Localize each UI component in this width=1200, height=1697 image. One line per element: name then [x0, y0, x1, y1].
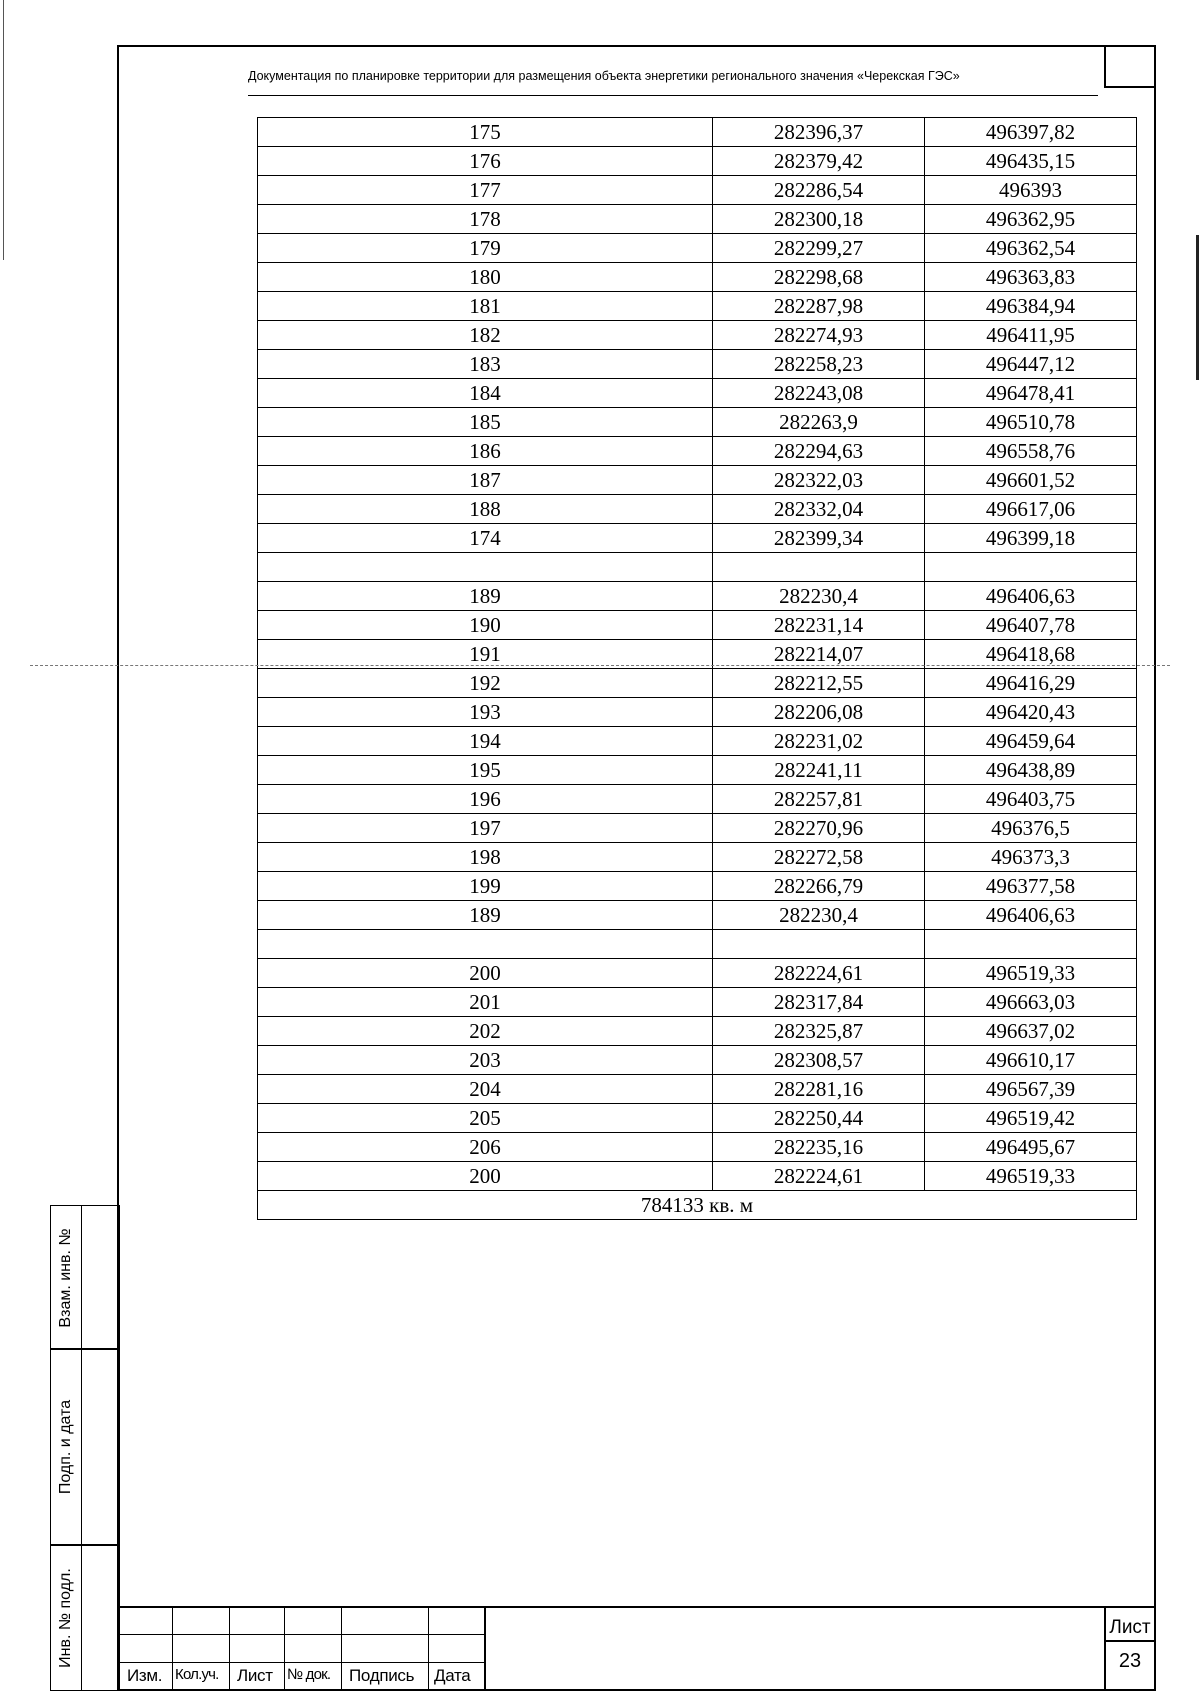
table-total-row — [258, 1191, 1137, 1220]
point-number-cell: 205 — [258, 1104, 713, 1133]
table-row — [258, 930, 1137, 959]
point-number-cell: 204 — [258, 1075, 713, 1104]
point-number-cell: 196 — [258, 785, 713, 814]
point-number-cell: 200 — [258, 1162, 713, 1191]
y-coordinate-cell: 496459,64 — [925, 727, 1137, 756]
point-number-cell: 177 — [258, 176, 713, 205]
y-coordinate-cell: 496406,63 — [925, 582, 1137, 611]
table-row — [258, 988, 1137, 1017]
x-coordinate-cell: 282206,08 — [713, 698, 925, 727]
point-number-cell: 176 — [258, 147, 713, 176]
point-number-cell: 189 — [258, 901, 713, 930]
y-coordinate-cell: 496403,75 — [925, 785, 1137, 814]
table-row — [258, 176, 1137, 205]
x-coordinate-cell: 282294,63 — [713, 437, 925, 466]
total-area: 784133 кв. м — [258, 1191, 1137, 1220]
y-coordinate-cell: 496362,54 — [925, 234, 1137, 263]
x-coordinate-cell — [713, 930, 925, 959]
y-coordinate-cell: 496519,33 — [925, 1162, 1137, 1191]
table-row — [258, 1162, 1137, 1191]
y-coordinate-cell: 496420,43 — [925, 698, 1137, 727]
y-coordinate-cell: 496495,67 — [925, 1133, 1137, 1162]
document-header: Документация по планировке территории для размещения объекта энергетики регионального значения «Черекская ГЭС» — [248, 69, 960, 83]
coordinate-table — [257, 117, 1137, 1220]
point-number-cell: 202 — [258, 1017, 713, 1046]
y-coordinate-cell: 496519,42 — [925, 1104, 1137, 1133]
y-coordinate-cell: 496601,52 — [925, 466, 1137, 495]
side-label-original-inv: Инв. № подл. — [57, 1567, 74, 1668]
x-coordinate-cell: 282325,87 — [713, 1017, 925, 1046]
y-coordinate-cell: 496617,06 — [925, 495, 1137, 524]
table-row — [258, 524, 1137, 553]
x-coordinate-cell: 282230,4 — [713, 582, 925, 611]
y-coordinate-cell: 496393 — [925, 176, 1137, 205]
x-coordinate-cell: 282250,44 — [713, 1104, 925, 1133]
point-number-cell: 182 — [258, 321, 713, 350]
scan-edge-right-marks — [1196, 235, 1199, 380]
table-row — [258, 785, 1137, 814]
table-row — [258, 814, 1137, 843]
y-coordinate-cell: 496435,15 — [925, 147, 1137, 176]
y-coordinate-cell: 496663,03 — [925, 988, 1137, 1017]
table-row — [258, 118, 1137, 147]
y-coordinate-cell: 496478,41 — [925, 379, 1137, 408]
y-coordinate-cell: 496510,78 — [925, 408, 1137, 437]
point-number-cell: 190 — [258, 611, 713, 640]
y-coordinate-cell: 496362,95 — [925, 205, 1137, 234]
scan-edge-left — [3, 0, 4, 260]
table-row — [258, 611, 1137, 640]
table-row — [258, 263, 1137, 292]
point-number-cell: 206 — [258, 1133, 713, 1162]
point-number-cell: 201 — [258, 988, 713, 1017]
point-number-cell: 194 — [258, 727, 713, 756]
x-coordinate-cell — [713, 553, 925, 582]
table-row — [258, 901, 1137, 930]
col-label-doc-no: № док. — [287, 1666, 331, 1683]
table-row — [258, 872, 1137, 901]
x-coordinate-cell: 282281,16 — [713, 1075, 925, 1104]
point-number-cell: 198 — [258, 843, 713, 872]
y-coordinate-cell: 496377,58 — [925, 872, 1137, 901]
point-number-cell — [258, 553, 713, 582]
point-number-cell: 199 — [258, 872, 713, 901]
sheet-label: Лист — [1109, 1617, 1151, 1638]
x-coordinate-cell: 282286,54 — [713, 176, 925, 205]
y-coordinate-cell: 496416,29 — [925, 669, 1137, 698]
x-coordinate-cell: 282257,81 — [713, 785, 925, 814]
point-number-cell: 188 — [258, 495, 713, 524]
col-label-signature: Подпись — [349, 1666, 415, 1685]
x-coordinate-cell: 282299,27 — [713, 234, 925, 263]
point-number-cell: 203 — [258, 1046, 713, 1075]
y-coordinate-cell: 496558,76 — [925, 437, 1137, 466]
table-row — [258, 1017, 1137, 1046]
x-coordinate-cell: 282224,61 — [713, 1162, 925, 1191]
x-coordinate-cell: 282322,03 — [713, 466, 925, 495]
point-number-cell: 189 — [258, 582, 713, 611]
table-row — [258, 205, 1137, 234]
y-coordinate-cell: 496438,89 — [925, 756, 1137, 785]
table-row — [258, 553, 1137, 582]
col-label-date: Дата — [434, 1666, 471, 1685]
table-row — [258, 1133, 1137, 1162]
table-row — [258, 1104, 1137, 1133]
table-row — [258, 698, 1137, 727]
point-number-cell — [258, 930, 713, 959]
table-row — [258, 582, 1137, 611]
y-coordinate-cell: 496610,17 — [925, 1046, 1137, 1075]
x-coordinate-cell: 282266,79 — [713, 872, 925, 901]
point-number-cell: 174 — [258, 524, 713, 553]
x-coordinate-cell: 282231,14 — [713, 611, 925, 640]
y-coordinate-cell: 496373,3 — [925, 843, 1137, 872]
x-coordinate-cell: 282379,42 — [713, 147, 925, 176]
table-row — [258, 321, 1137, 350]
point-number-cell: 192 — [258, 669, 713, 698]
x-coordinate-cell: 282270,96 — [713, 814, 925, 843]
side-label-sign-date: Подп. и дата — [57, 1399, 74, 1495]
point-number-cell: 185 — [258, 408, 713, 437]
y-coordinate-cell: 496418,68 — [925, 640, 1137, 669]
y-coordinate-cell: 496637,02 — [925, 1017, 1137, 1046]
table-row — [258, 669, 1137, 698]
side-stamp — [50, 1205, 120, 1691]
x-coordinate-cell: 282235,16 — [713, 1133, 925, 1162]
title-block — [117, 1606, 1156, 1691]
corner-box — [1104, 47, 1154, 88]
x-coordinate-cell: 282308,57 — [713, 1046, 925, 1075]
table-row — [258, 843, 1137, 872]
table-row — [258, 408, 1137, 437]
point-number-cell: 193 — [258, 698, 713, 727]
y-coordinate-cell: 496447,12 — [925, 350, 1137, 379]
y-coordinate-cell: 496397,82 — [925, 118, 1137, 147]
x-coordinate-cell: 282272,58 — [713, 843, 925, 872]
table-row — [258, 437, 1137, 466]
y-coordinate-cell: 496406,63 — [925, 901, 1137, 930]
y-coordinate-cell — [925, 553, 1137, 582]
x-coordinate-cell: 282212,55 — [713, 669, 925, 698]
table-row — [258, 1075, 1137, 1104]
x-coordinate-cell: 282396,37 — [713, 118, 925, 147]
x-coordinate-cell: 282332,04 — [713, 495, 925, 524]
y-coordinate-cell — [925, 930, 1137, 959]
header-rule — [248, 95, 1098, 96]
x-coordinate-cell: 282263,9 — [713, 408, 925, 437]
side-label-exchange-inv: Взам. инв. № — [57, 1227, 74, 1328]
point-number-cell: 179 — [258, 234, 713, 263]
side-cell-exchange-inv — [50, 1205, 120, 1350]
table-row — [258, 292, 1137, 321]
x-coordinate-cell: 282224,61 — [713, 959, 925, 988]
point-number-cell: 200 — [258, 959, 713, 988]
x-coordinate-cell: 282287,98 — [713, 292, 925, 321]
x-coordinate-cell: 282317,84 — [713, 988, 925, 1017]
table-row — [258, 466, 1137, 495]
col-label-change: Изм. — [127, 1666, 163, 1685]
table-row — [258, 147, 1137, 176]
x-coordinate-cell: 282230,4 — [713, 901, 925, 930]
point-number-cell: 186 — [258, 437, 713, 466]
y-coordinate-cell: 496407,78 — [925, 611, 1137, 640]
table-row — [258, 234, 1137, 263]
y-coordinate-cell: 496363,83 — [925, 263, 1137, 292]
side-cell-sign-date — [50, 1348, 120, 1546]
point-number-cell: 191 — [258, 640, 713, 669]
point-number-cell: 195 — [258, 756, 713, 785]
y-coordinate-cell: 496411,95 — [925, 321, 1137, 350]
x-coordinate-cell: 282274,93 — [713, 321, 925, 350]
point-number-cell: 181 — [258, 292, 713, 321]
y-coordinate-cell: 496384,94 — [925, 292, 1137, 321]
y-coordinate-cell: 496376,5 — [925, 814, 1137, 843]
table-row — [258, 959, 1137, 988]
fold-line — [30, 665, 1170, 666]
table-row — [258, 350, 1137, 379]
table-row — [258, 756, 1137, 785]
point-number-cell: 183 — [258, 350, 713, 379]
table-row — [258, 495, 1137, 524]
point-number-cell: 175 — [258, 118, 713, 147]
coordinate-table-body — [258, 118, 1137, 1220]
side-cell-original-inv — [50, 1544, 120, 1691]
table-row — [258, 1046, 1137, 1075]
col-label-sheet: Лист — [237, 1666, 273, 1685]
x-coordinate-cell: 282258,23 — [713, 350, 925, 379]
table-row — [258, 379, 1137, 408]
point-number-cell: 187 — [258, 466, 713, 495]
y-coordinate-cell: 496567,39 — [925, 1075, 1137, 1104]
table-row — [258, 727, 1137, 756]
x-coordinate-cell: 282298,68 — [713, 263, 925, 292]
x-coordinate-cell: 282231,02 — [713, 727, 925, 756]
point-number-cell: 197 — [258, 814, 713, 843]
point-number-cell: 184 — [258, 379, 713, 408]
point-number-cell: 178 — [258, 205, 713, 234]
x-coordinate-cell: 282214,07 — [713, 640, 925, 669]
y-coordinate-cell: 496399,18 — [925, 524, 1137, 553]
x-coordinate-cell: 282300,18 — [713, 205, 925, 234]
point-number-cell: 180 — [258, 263, 713, 292]
x-coordinate-cell: 282399,34 — [713, 524, 925, 553]
y-coordinate-cell: 496519,33 — [925, 959, 1137, 988]
x-coordinate-cell: 282241,11 — [713, 756, 925, 785]
x-coordinate-cell: 282243,08 — [713, 379, 925, 408]
sheet-number: 23 — [1118, 1650, 1142, 1672]
col-label-qty: Кол.уч. — [175, 1666, 219, 1683]
